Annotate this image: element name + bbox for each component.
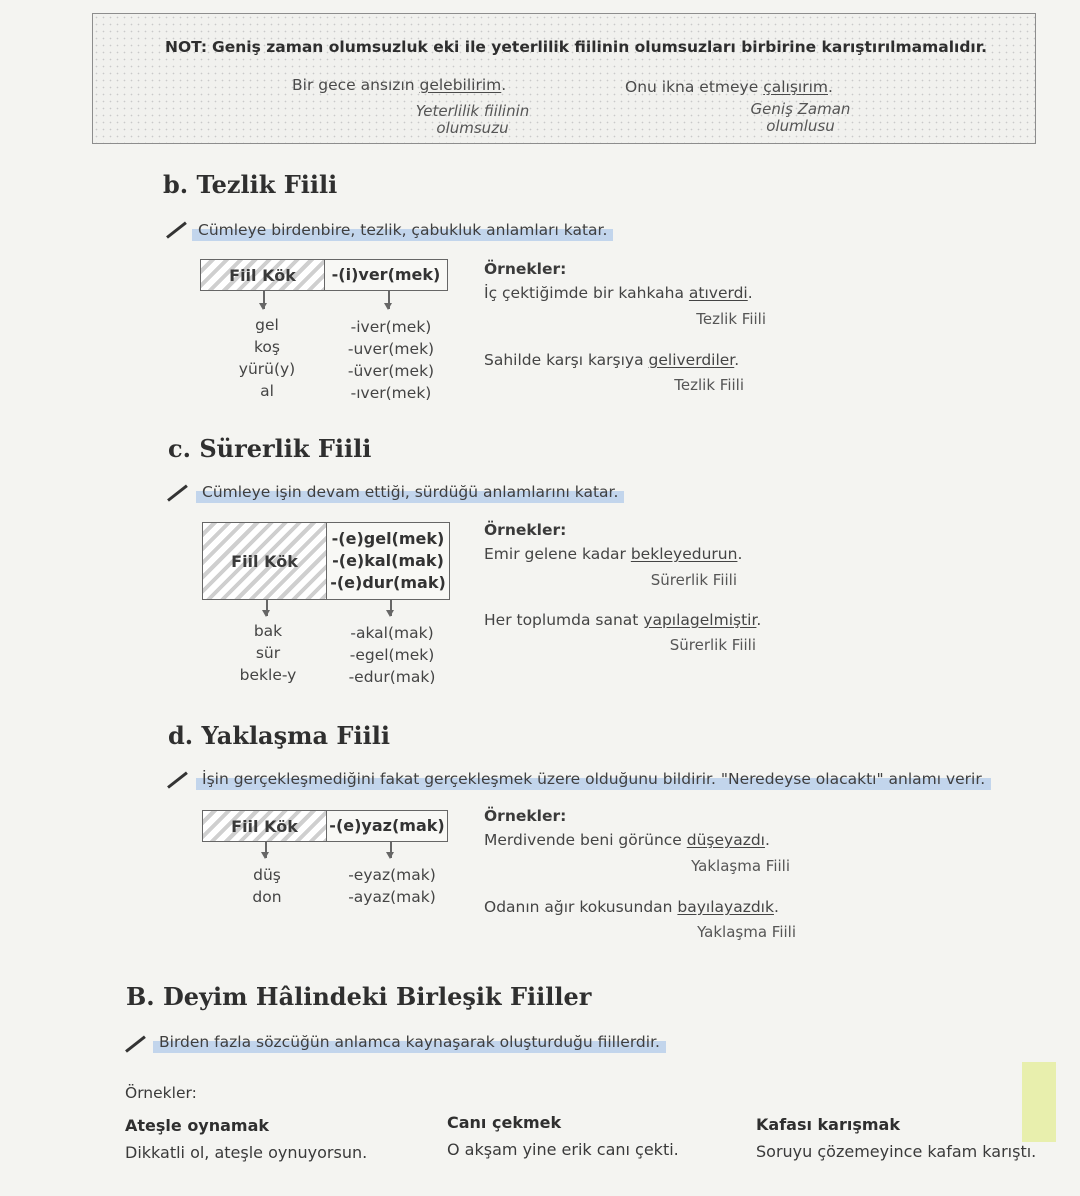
note-example-2-word: çalışırım bbox=[763, 78, 828, 96]
example-sentence: Emir gelene kadar bekleyedurun. bbox=[484, 545, 743, 563]
root-list-tezlik: gel koş yürü(y) al bbox=[238, 316, 296, 400]
suffix-header-cell: -(e)gel(mek) -(e)kal(mak) -(e)dur(mak) bbox=[330, 529, 446, 592]
down-arrow-icon bbox=[390, 600, 392, 616]
idiom-sentence: O akşam yine erik canı çekti. bbox=[447, 1140, 679, 1159]
section-description-yaklasma: İşin gerçekleşmediğini fakat gerçekleşmek üzere olduğunu bildirir. "Neredeyse olacaktı" anlamı verir. bbox=[196, 768, 991, 790]
suffix-list-yaklasma: -eyaz(mak) -ayaz(mak) bbox=[348, 866, 436, 906]
section-description-tezlik: Cümleye birdenbire, tezlik, çabukluk anlamları katar. bbox=[192, 219, 613, 241]
down-arrow-icon bbox=[390, 842, 392, 858]
pen-icon bbox=[166, 222, 187, 239]
down-arrow-icon bbox=[265, 842, 267, 858]
root-header-cell: Fiil Kök bbox=[203, 811, 327, 841]
example-sentence: İç çektiğimde bir kahkaha atıverdi. bbox=[484, 284, 753, 302]
note-box bbox=[92, 13, 1036, 144]
section-description-deyim: Birden fazla sözcüğün anlamca kaynaşarak oluşturduğu fiillerdir. bbox=[153, 1031, 666, 1053]
example-sentence: Merdivende beni görünce düşeyazdı. bbox=[484, 831, 770, 849]
root-header-cell: Fiil Kök bbox=[201, 260, 325, 290]
section-description-surerlik: Cümleye işin devam ettiği, sürdüğü anlamlarını katar. bbox=[196, 481, 624, 503]
idiom-title: Ateşle oynamak bbox=[125, 1116, 270, 1135]
idiom-title: Kafası karışmak bbox=[756, 1115, 900, 1134]
idiom-sentence: Soruyu çözemeyince kafam karıştı. bbox=[756, 1142, 1037, 1161]
note-text bbox=[165, 38, 987, 56]
note-label: NOT: bbox=[165, 38, 208, 56]
suffix-table-tezlik bbox=[200, 259, 448, 291]
root-list-surerlik: bak sür bekle-y bbox=[239, 622, 297, 684]
pen-icon bbox=[167, 772, 188, 789]
example-label: Yaklaşma Fiili bbox=[697, 923, 796, 941]
section-title-yaklasma: d. Yaklaşma Fiili bbox=[168, 721, 390, 750]
idiom-title: Canı çekmek bbox=[447, 1113, 562, 1132]
suffix-table-surerlik bbox=[202, 522, 450, 600]
pen-icon bbox=[167, 485, 188, 502]
example-label: Tezlik Fiili bbox=[674, 376, 744, 394]
section-title-deyim: B. Deyim Hâlindeki Birleşik Fiiller bbox=[126, 982, 592, 1011]
suffix-header-cell: -(e)yaz(mak) bbox=[329, 816, 445, 835]
root-header-cell: Fiil Kök bbox=[203, 523, 327, 599]
suffix-list-tezlik: -iver(mek) -uver(mek) -üver(mek) -ıver(mek) bbox=[347, 318, 435, 402]
note-example-2: Onu ikna etmeye çalışırım. bbox=[625, 78, 833, 96]
note-body: Geniş zaman olumsuzluk eki ile yeterlilik fiilinin olumsuzları birbirine karıştırılmamalıdır. bbox=[212, 38, 988, 56]
example-sentence: Odanın ağır kokusundan bayılayazdık. bbox=[484, 898, 779, 916]
note-example-1-caption: Yeterlilik fiilinin olumsuzu bbox=[415, 102, 530, 137]
down-arrow-icon bbox=[266, 600, 268, 616]
examples-heading: Örnekler: bbox=[484, 260, 567, 278]
note-example-1: Bir gece ansızın gelebilirim. bbox=[292, 76, 507, 94]
section-title-tezlik: b. Tezlik Fiili bbox=[163, 170, 338, 199]
note-example-2-caption: Geniş Zaman olumlusu bbox=[750, 100, 851, 135]
section-title-surerlik: c. Sürerlik Fiili bbox=[168, 434, 372, 463]
suffix-header-cell: -(i)ver(mek) bbox=[331, 265, 441, 284]
down-arrow-icon bbox=[388, 291, 390, 309]
down-arrow-icon bbox=[263, 291, 265, 309]
example-label: Sürerlik Fiili bbox=[650, 571, 737, 589]
example-label: Yaklaşma Fiili bbox=[691, 857, 790, 875]
pen-icon bbox=[125, 1036, 146, 1053]
suffix-table-yaklasma bbox=[202, 810, 448, 842]
root-list-yaklasma: düş don bbox=[252, 866, 282, 906]
examples-heading: Örnekler: bbox=[484, 807, 567, 825]
note-example-1-word: gelebilirim bbox=[419, 76, 502, 94]
idiom-sentence: Dikkatli ol, ateşle oynuyorsun. bbox=[125, 1143, 368, 1162]
example-sentence: Her toplumda sanat yapılagelmiştir. bbox=[484, 611, 762, 629]
example-sentence: Sahilde karşı karşıya geliverdiler. bbox=[484, 351, 740, 369]
marker-highlight bbox=[1022, 1062, 1056, 1142]
suffix-list-surerlik: -akal(mak) -egel(mek) -edur(mak) bbox=[348, 624, 436, 686]
examples-heading: Örnekler: bbox=[125, 1084, 197, 1102]
examples-heading: Örnekler: bbox=[484, 521, 567, 539]
example-label: Tezlik Fiili bbox=[696, 310, 766, 328]
example-label: Sürerlik Fiili bbox=[669, 636, 756, 654]
